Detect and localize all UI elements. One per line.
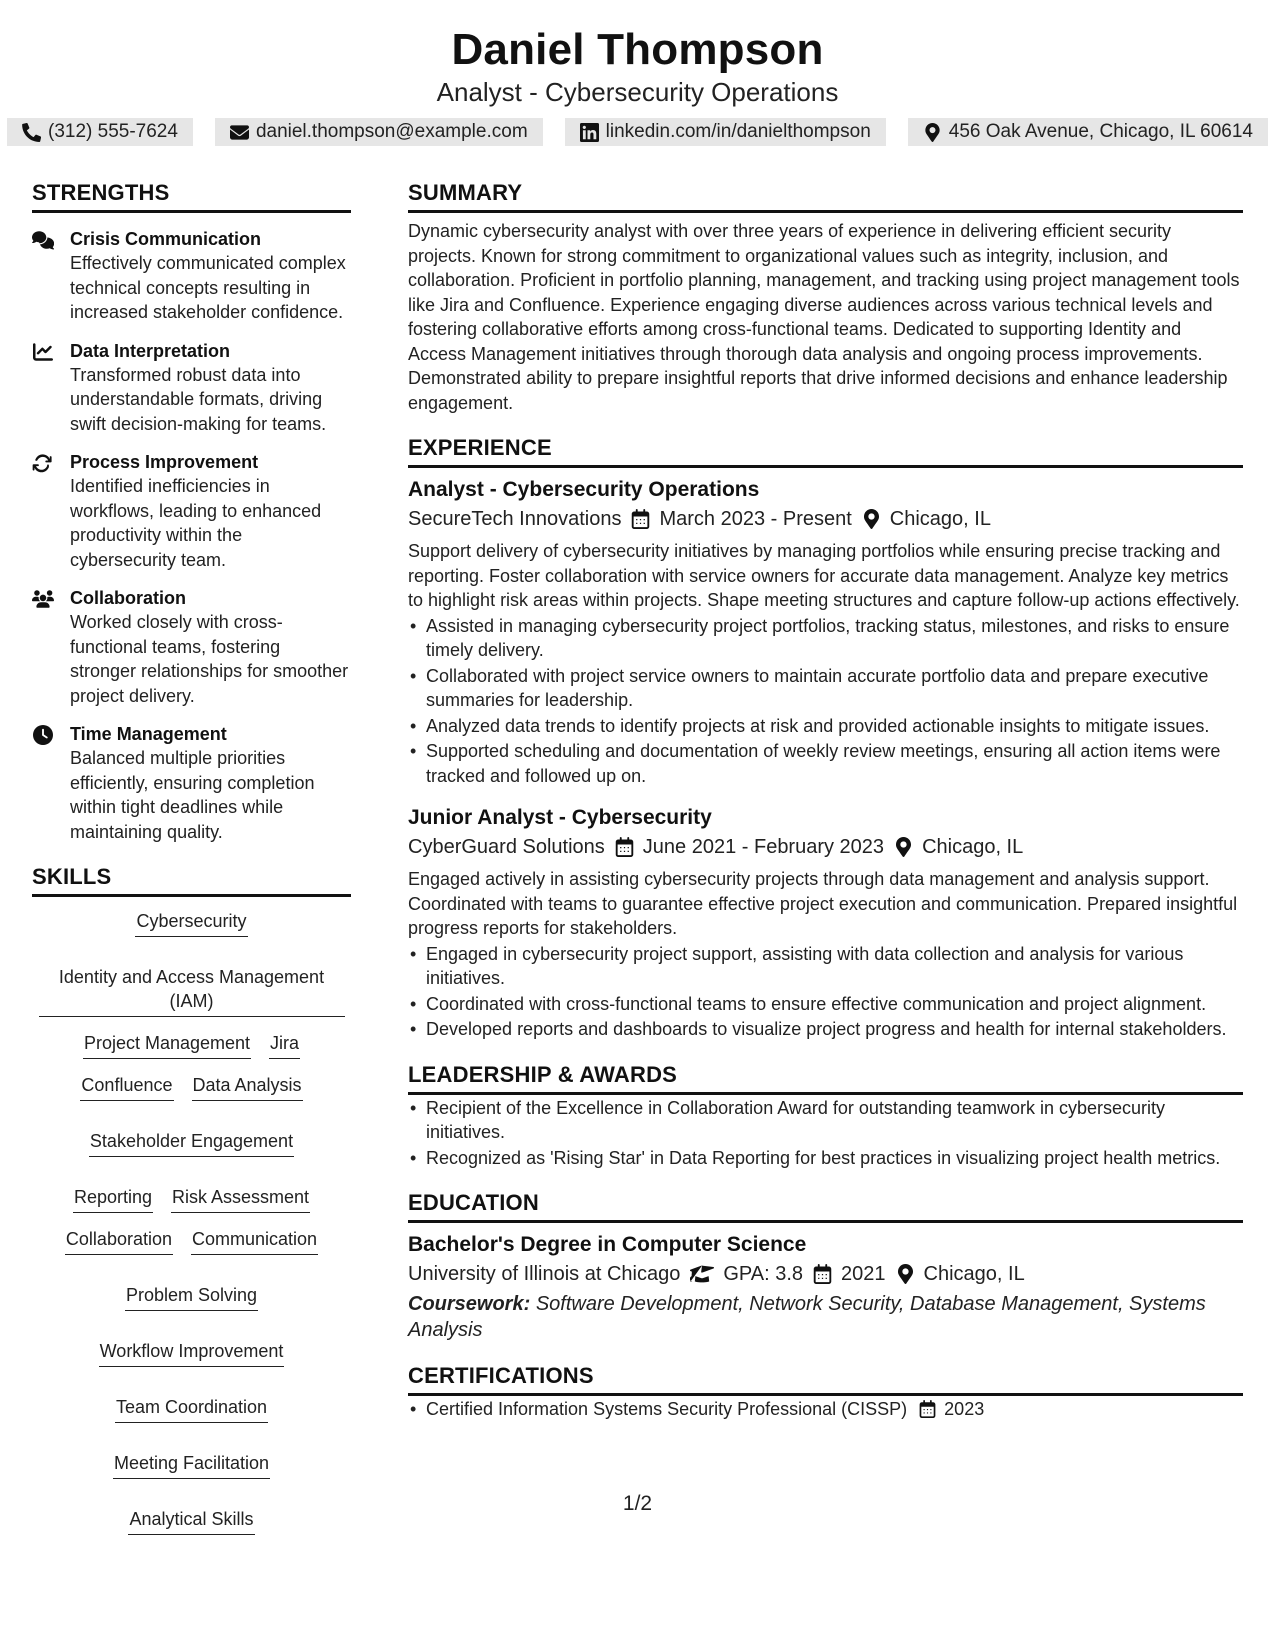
- coursework-list: Software Development, Network Security, Database Management, Systems Analysis: [408, 1293, 1206, 1341]
- contact-address[interactable]: [908, 118, 1268, 146]
- skills-section: [32, 862, 351, 1535]
- strength-name: Process Improvement: [70, 452, 259, 472]
- skill-tag: Collaboration: [65, 1227, 173, 1255]
- candidate-title: Analyst - Cybersecurity Operations: [436, 77, 839, 107]
- certification-name: • Certified Information Systems Security Professional (CISSP): [426, 1399, 908, 1419]
- sync-icon: [32, 450, 56, 572]
- job-bullet: • Developed reports and dashboards to visualize project progress and health for internal stakeholders.: [408, 1017, 1243, 1042]
- job-dates: June 2021 - February 2023: [642, 836, 885, 858]
- job-bullet: • Assisted in managing cybersecurity project portfolios, tracking status, milestones, and risks to ensure timely delivery.: [408, 614, 1243, 663]
- job-bullet: • Engaged in cybersecurity project support, assisting with data collection and analysis for various initiatives.: [408, 942, 1243, 991]
- coursework: [408, 1291, 1243, 1343]
- job-bullet: • Collaborated with project service owners to maintain accurate portfolio data and prepare executive summaries for leadership.: [408, 664, 1243, 713]
- chart-line-icon: [32, 339, 56, 437]
- certification-item: [408, 1397, 1243, 1422]
- strength-item: [32, 586, 351, 708]
- job-location: Chicago, IL: [922, 836, 1024, 858]
- skill-tag: Data Analysis: [192, 1073, 303, 1101]
- candidate-name: Daniel Thompson: [451, 25, 824, 74]
- map-marker-icon: [923, 123, 942, 142]
- address-text: 456 Oak Avenue, Chicago, IL 60614: [948, 121, 1253, 142]
- strength-name: Data Interpretation: [70, 340, 231, 361]
- skill-tag: Stakeholder Engagement: [89, 1129, 294, 1157]
- calendar-icon: [813, 1264, 832, 1284]
- strength-desc: Transformed robust data into understandable formats, driving swift decision-making for teams.: [70, 364, 327, 434]
- skill-tag: Confluence: [80, 1073, 173, 1101]
- job-meta: [408, 504, 1243, 534]
- email-text: daniel.thompson@example.com: [255, 121, 528, 142]
- job-bullet: • Analyzed data trends to identify projects at risk and provided actionable insights to mitigate issues.: [408, 714, 1243, 739]
- left-column: [32, 178, 351, 1553]
- certifications-section: [408, 1361, 1243, 1422]
- education-section: [408, 1188, 1243, 1343]
- contact-bar: [0, 118, 1275, 146]
- skill-tag: Team Coordination: [115, 1395, 268, 1423]
- skill-tag: Problem Solving: [125, 1283, 258, 1311]
- award-item: • Recognized as 'Rising Star' in Data Reporting for best practices in visualizing project health metrics.: [408, 1146, 1243, 1171]
- job-bullets: [408, 614, 1243, 789]
- awards-section: [408, 1060, 1243, 1171]
- job-location: Chicago, IL: [889, 508, 991, 530]
- summary-section: [408, 178, 1243, 415]
- users-icon: [32, 586, 56, 708]
- skill-tag: Project Management: [83, 1031, 251, 1059]
- skills-heading: SKILLS: [32, 862, 351, 897]
- calendar-icon: [919, 1400, 936, 1418]
- awards-heading: LEADERSHIP & AWARDS: [408, 1060, 1243, 1095]
- skill-tag: Meeting Facilitation: [113, 1451, 270, 1479]
- calendar-icon: [615, 837, 634, 857]
- strength-item: [32, 450, 351, 572]
- strength-name: Collaboration: [70, 588, 186, 608]
- education-meta: [408, 1259, 1243, 1289]
- summary-text: Dynamic cybersecurity analyst with over three years of experience in delivering efficient security projects. Known for strong commitment to organizational values such as integrity, inclusion, and collaboration. Proficient in portfolio planning, management, and tracking using project management tools like Jira and Confluence. Experience engaging diverse audiences across various technical levels and fostering collaborative efforts among cross-functional teams. Dedicated to supporting Identity and Access Management initiatives through thorough data analysis and ongoing process improvements. Demonstrated ability to prepare insightful reports that drive informed decisions and enhance leadership engagement.: [408, 221, 1240, 413]
- job-entry: [408, 476, 1243, 788]
- linkedin-icon: [580, 123, 599, 142]
- job-title: Junior Analyst - Cybersecurity: [408, 806, 712, 829]
- phone-text: (312) 555-7624: [48, 121, 178, 142]
- job-bullet: • Coordinated with cross-functional teams to ensure effective communication and project alignment.: [408, 992, 1243, 1017]
- clock-icon: [32, 722, 56, 844]
- resume-body: [32, 178, 1243, 1553]
- comments-icon: [32, 227, 56, 325]
- experience-section: [408, 433, 1243, 1042]
- strength-desc: Balanced multiple priorities efficiently, ensuring completion within tight deadlines while maintaining quality.: [70, 748, 315, 842]
- strength-desc: Worked closely with cross-functional teams, fostering stronger relationships for smoother project delivery.: [70, 612, 349, 706]
- strength-item: [32, 339, 351, 437]
- strength-desc: Identified inefficiencies in workflows, leading to enhanced productivity within the cybersecurity team.: [70, 476, 322, 570]
- certification-year: 2023: [944, 1399, 985, 1419]
- contact-phone[interactable]: [7, 118, 193, 146]
- resume-header: [0, 0, 1275, 146]
- job-title: Analyst - Cybersecurity Operations: [408, 478, 760, 501]
- awards-list: [408, 1096, 1243, 1171]
- job-entry: [408, 804, 1243, 1042]
- job-dates: March 2023 - Present: [659, 508, 852, 530]
- skill-tag: Reporting: [73, 1185, 153, 1213]
- skill-tag: Jira: [269, 1031, 300, 1059]
- right-column: [408, 178, 1243, 1553]
- education-heading: EDUCATION: [408, 1188, 1243, 1223]
- envelope-icon: [230, 123, 249, 142]
- skills-list: [32, 909, 351, 1535]
- job-meta: [408, 832, 1243, 862]
- skill-tag: Analytical Skills: [128, 1507, 254, 1535]
- map-marker-icon: [896, 1264, 915, 1284]
- skill-tag: Risk Assessment: [171, 1185, 310, 1213]
- coursework-label: Coursework:: [408, 1293, 531, 1315]
- summary-heading: SUMMARY: [408, 178, 1243, 213]
- company-name: CyberGuard Solutions: [408, 836, 605, 858]
- job-description: Support delivery of cybersecurity initiatives by managing portfolios while ensuring precise tracking and reporting. Foster collaboration with service owners for accurate data management. Analyze key metrics to highlight risk areas within projects. Shape meeting structures and capture follow-up actions effectively.: [408, 541, 1240, 610]
- certifications-list: [408, 1397, 1243, 1422]
- skill-tag: Cybersecurity: [135, 909, 247, 937]
- strengths-section: [32, 178, 351, 844]
- experience-heading: EXPERIENCE: [408, 433, 1243, 468]
- contact-email[interactable]: [215, 118, 543, 146]
- strength-item: [32, 227, 351, 325]
- skill-tag: Identity and Access Management (IAM): [39, 965, 345, 1017]
- skill-tag: Workflow Improvement: [99, 1339, 285, 1367]
- job-bullets: [408, 942, 1243, 1042]
- skill-tag: Communication: [191, 1227, 318, 1255]
- degree-title: Bachelor's Degree in Computer Science: [408, 1233, 807, 1256]
- strength-desc: Effectively communicated complex technical concepts resulting in increased stakeholder confidence.: [70, 253, 346, 322]
- page-number: 1/2: [622, 1492, 653, 1515]
- strengths-heading: STRENGTHS: [32, 178, 351, 213]
- contact-linkedin[interactable]: [565, 118, 886, 146]
- strength-item: [32, 722, 351, 844]
- school-name: University of Illinois at Chicago: [408, 1263, 681, 1285]
- strength-name: Time Management: [70, 724, 227, 744]
- calendar-icon: [631, 509, 650, 529]
- graduation-cap-icon: [690, 1264, 714, 1284]
- map-marker-icon: [862, 509, 881, 529]
- education-location: Chicago, IL: [923, 1263, 1025, 1285]
- award-item: • Recipient of the Excellence in Collaboration Award for outstanding teamwork in cybersecurity initiatives.: [408, 1096, 1243, 1145]
- company-name: SecureTech Innovations: [408, 508, 622, 530]
- phone-icon: [22, 123, 41, 142]
- graduation-year: 2021: [841, 1263, 886, 1285]
- gpa-text: GPA: 3.8: [723, 1263, 804, 1285]
- linkedin-text: linkedin.com/in/danielthompson: [605, 121, 871, 142]
- job-bullet: • Supported scheduling and documentation of weekly review meetings, ensuring all action items were tracked and followed up on.: [408, 739, 1243, 788]
- strength-name: Crisis Communication: [70, 229, 262, 249]
- certifications-heading: CERTIFICATIONS: [408, 1361, 1243, 1396]
- map-marker-icon: [894, 837, 913, 857]
- job-description: Engaged actively in assisting cybersecurity projects through data management and analysis support. Coordinated with teams to guarantee effective project execution and communication. Prepared insightful progress reports for stakeholders.: [408, 869, 1238, 938]
